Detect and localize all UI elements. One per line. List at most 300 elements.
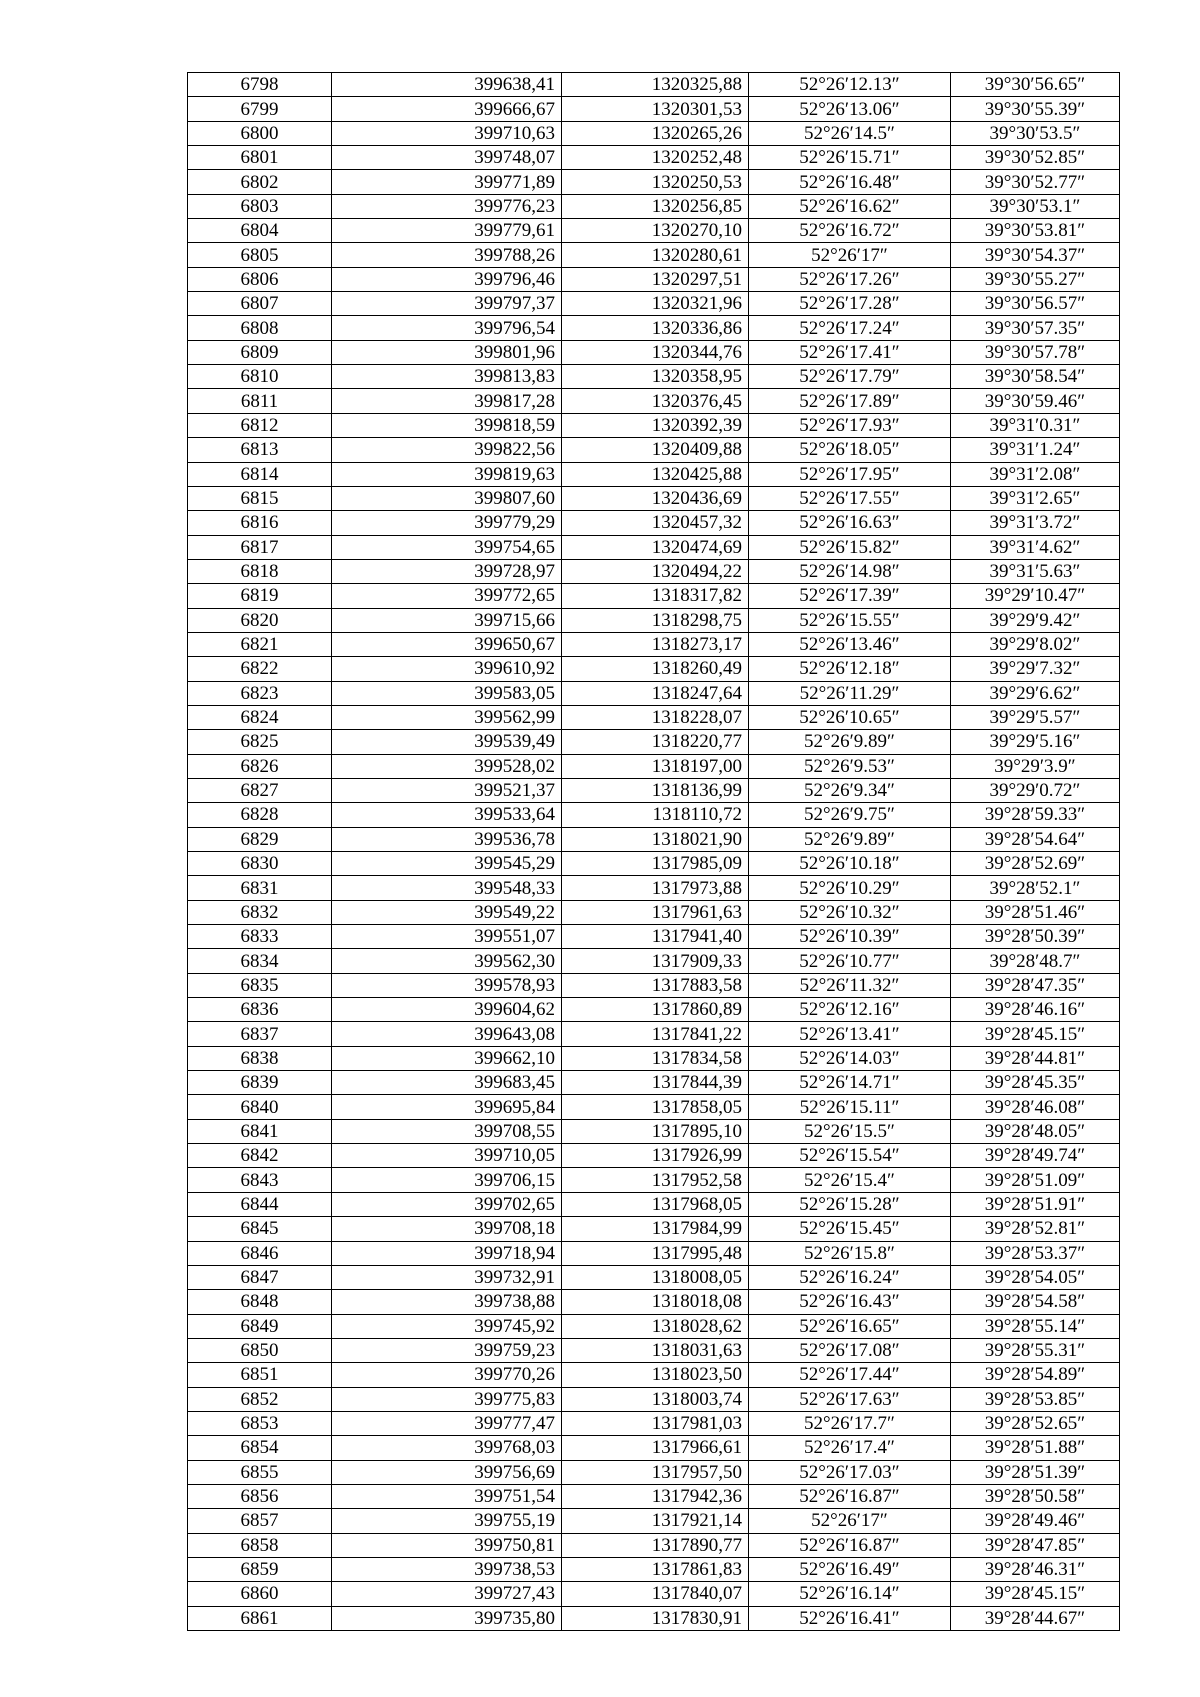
point-number-cell: 6808 xyxy=(188,316,332,340)
y-coordinate-cell: 1318317,82 xyxy=(562,584,749,608)
table-row xyxy=(188,1387,1120,1411)
y-coordinate-cell: 1318003,74 xyxy=(562,1387,749,1411)
y-coordinate-cell: 1317861,83 xyxy=(562,1557,749,1581)
y-coordinate-cell: 1317966,61 xyxy=(562,1436,749,1460)
longitude-cell: 39°28′59.33″ xyxy=(951,803,1120,827)
y-coordinate-cell: 1317961,63 xyxy=(562,900,749,924)
table-row xyxy=(188,681,1120,705)
table-row xyxy=(188,316,1120,340)
point-number-cell: 6801 xyxy=(188,146,332,170)
latitude-cell: 52°26′16.72″ xyxy=(749,219,951,243)
point-number-cell: 6860 xyxy=(188,1582,332,1606)
x-coordinate-cell: 399562,99 xyxy=(332,705,562,729)
point-number-cell: 6861 xyxy=(188,1606,332,1630)
latitude-cell: 52°26′10.39″ xyxy=(749,925,951,949)
coordinates-table-body xyxy=(188,73,1120,1631)
point-number-cell: 6819 xyxy=(188,584,332,608)
point-number-cell: 6855 xyxy=(188,1460,332,1484)
x-coordinate-cell: 399738,53 xyxy=(332,1557,562,1581)
point-number-cell: 6835 xyxy=(188,973,332,997)
point-number-cell: 6854 xyxy=(188,1436,332,1460)
y-coordinate-cell: 1318298,75 xyxy=(562,608,749,632)
latitude-cell: 52°26′17.39″ xyxy=(749,584,951,608)
point-number-cell: 6804 xyxy=(188,219,332,243)
table-row xyxy=(188,486,1120,510)
table-row xyxy=(188,632,1120,656)
point-number-cell: 6827 xyxy=(188,778,332,802)
x-coordinate-cell: 399583,05 xyxy=(332,681,562,705)
table-row xyxy=(188,1144,1120,1168)
x-coordinate-cell: 399772,65 xyxy=(332,584,562,608)
point-number-cell: 6803 xyxy=(188,194,332,218)
y-coordinate-cell: 1317840,07 xyxy=(562,1582,749,1606)
point-number-cell: 6831 xyxy=(188,876,332,900)
longitude-cell: 39°28′54.58″ xyxy=(951,1290,1120,1314)
x-coordinate-cell: 399533,64 xyxy=(332,803,562,827)
y-coordinate-cell: 1320250,53 xyxy=(562,170,749,194)
longitude-cell: 39°29′10.47″ xyxy=(951,584,1120,608)
longitude-cell: 39°28′53.85″ xyxy=(951,1387,1120,1411)
longitude-cell: 39°28′49.46″ xyxy=(951,1509,1120,1533)
table-row xyxy=(188,1557,1120,1581)
latitude-cell: 52°26′17.03″ xyxy=(749,1460,951,1484)
x-coordinate-cell: 399683,45 xyxy=(332,1071,562,1095)
longitude-cell: 39°28′45.15″ xyxy=(951,1022,1120,1046)
x-coordinate-cell: 399796,46 xyxy=(332,267,562,291)
table-row xyxy=(188,803,1120,827)
x-coordinate-cell: 399770,26 xyxy=(332,1363,562,1387)
latitude-cell: 52°26′17.28″ xyxy=(749,292,951,316)
longitude-cell: 39°28′50.39″ xyxy=(951,925,1120,949)
point-number-cell: 6846 xyxy=(188,1241,332,1265)
table-row xyxy=(188,608,1120,632)
table-row xyxy=(188,1484,1120,1508)
table-row xyxy=(188,413,1120,437)
table-row xyxy=(188,827,1120,851)
y-coordinate-cell: 1320494,22 xyxy=(562,559,749,583)
latitude-cell: 52°26′10.18″ xyxy=(749,852,951,876)
y-coordinate-cell: 1317830,91 xyxy=(562,1606,749,1630)
x-coordinate-cell: 399807,60 xyxy=(332,486,562,510)
table-row xyxy=(188,1217,1120,1241)
table-row xyxy=(188,949,1120,973)
y-coordinate-cell: 1320376,45 xyxy=(562,389,749,413)
x-coordinate-cell: 399545,29 xyxy=(332,852,562,876)
latitude-cell: 52°26′17.89″ xyxy=(749,389,951,413)
x-coordinate-cell: 399751,54 xyxy=(332,1484,562,1508)
y-coordinate-cell: 1317926,99 xyxy=(562,1144,749,1168)
latitude-cell: 52°26′17.7″ xyxy=(749,1411,951,1435)
table-row xyxy=(188,1241,1120,1265)
y-coordinate-cell: 1320321,96 xyxy=(562,292,749,316)
table-row xyxy=(188,121,1120,145)
table-row xyxy=(188,900,1120,924)
point-number-cell: 6820 xyxy=(188,608,332,632)
y-coordinate-cell: 1320297,51 xyxy=(562,267,749,291)
point-number-cell: 6845 xyxy=(188,1217,332,1241)
point-number-cell: 6800 xyxy=(188,121,332,145)
point-number-cell: 6840 xyxy=(188,1095,332,1119)
x-coordinate-cell: 399748,07 xyxy=(332,146,562,170)
point-number-cell: 6825 xyxy=(188,730,332,754)
longitude-cell: 39°28′54.89″ xyxy=(951,1363,1120,1387)
latitude-cell: 52°26′15.5″ xyxy=(749,1119,951,1143)
table-row xyxy=(188,1606,1120,1630)
longitude-cell: 39°29′5.57″ xyxy=(951,705,1120,729)
point-number-cell: 6829 xyxy=(188,827,332,851)
x-coordinate-cell: 399638,41 xyxy=(332,73,562,97)
y-coordinate-cell: 1318008,05 xyxy=(562,1265,749,1289)
table-row xyxy=(188,1168,1120,1192)
latitude-cell: 52°26′12.13″ xyxy=(749,73,951,97)
table-row xyxy=(188,219,1120,243)
latitude-cell: 52°26′16.87″ xyxy=(749,1484,951,1508)
table-row xyxy=(188,1071,1120,1095)
table-row xyxy=(188,438,1120,462)
point-number-cell: 6856 xyxy=(188,1484,332,1508)
latitude-cell: 52°26′15.28″ xyxy=(749,1192,951,1216)
latitude-cell: 52°26′14.98″ xyxy=(749,559,951,583)
latitude-cell: 52°26′17.41″ xyxy=(749,340,951,364)
y-coordinate-cell: 1318197,00 xyxy=(562,754,749,778)
latitude-cell: 52°26′17.08″ xyxy=(749,1338,951,1362)
longitude-cell: 39°28′51.91″ xyxy=(951,1192,1120,1216)
x-coordinate-cell: 399528,02 xyxy=(332,754,562,778)
y-coordinate-cell: 1320301,53 xyxy=(562,97,749,121)
longitude-cell: 39°30′59.46″ xyxy=(951,389,1120,413)
table-row xyxy=(188,1265,1120,1289)
longitude-cell: 39°28′47.35″ xyxy=(951,973,1120,997)
longitude-cell: 39°31′0.31″ xyxy=(951,413,1120,437)
y-coordinate-cell: 1318023,50 xyxy=(562,1363,749,1387)
table-row xyxy=(188,389,1120,413)
longitude-cell: 39°30′52.85″ xyxy=(951,146,1120,170)
x-coordinate-cell: 399718,94 xyxy=(332,1241,562,1265)
y-coordinate-cell: 1320425,88 xyxy=(562,462,749,486)
longitude-cell: 39°28′47.85″ xyxy=(951,1533,1120,1557)
point-number-cell: 6822 xyxy=(188,657,332,681)
table-row xyxy=(188,584,1120,608)
x-coordinate-cell: 399562,30 xyxy=(332,949,562,973)
latitude-cell: 52°26′16.43″ xyxy=(749,1290,951,1314)
x-coordinate-cell: 399779,29 xyxy=(332,511,562,535)
longitude-cell: 39°30′57.35″ xyxy=(951,316,1120,340)
longitude-cell: 39°28′51.46″ xyxy=(951,900,1120,924)
longitude-cell: 39°29′6.62″ xyxy=(951,681,1120,705)
longitude-cell: 39°28′52.69″ xyxy=(951,852,1120,876)
longitude-cell: 39°28′52.1″ xyxy=(951,876,1120,900)
longitude-cell: 39°28′46.16″ xyxy=(951,998,1120,1022)
x-coordinate-cell: 399822,56 xyxy=(332,438,562,462)
table-row xyxy=(188,1509,1120,1533)
latitude-cell: 52°26′10.29″ xyxy=(749,876,951,900)
longitude-cell: 39°30′57.78″ xyxy=(951,340,1120,364)
longitude-cell: 39°28′46.08″ xyxy=(951,1095,1120,1119)
point-number-cell: 6798 xyxy=(188,73,332,97)
x-coordinate-cell: 399775,83 xyxy=(332,1387,562,1411)
latitude-cell: 52°26′15.54″ xyxy=(749,1144,951,1168)
table-row xyxy=(188,1363,1120,1387)
longitude-cell: 39°30′58.54″ xyxy=(951,365,1120,389)
longitude-cell: 39°31′2.65″ xyxy=(951,486,1120,510)
point-number-cell: 6814 xyxy=(188,462,332,486)
longitude-cell: 39°31′3.72″ xyxy=(951,511,1120,535)
x-coordinate-cell: 399548,33 xyxy=(332,876,562,900)
y-coordinate-cell: 1320457,32 xyxy=(562,511,749,535)
x-coordinate-cell: 399536,78 xyxy=(332,827,562,851)
point-number-cell: 6813 xyxy=(188,438,332,462)
latitude-cell: 52°26′17″ xyxy=(749,243,951,267)
latitude-cell: 52°26′17.93″ xyxy=(749,413,951,437)
x-coordinate-cell: 399745,92 xyxy=(332,1314,562,1338)
latitude-cell: 52°26′16.65″ xyxy=(749,1314,951,1338)
latitude-cell: 52°26′15.8″ xyxy=(749,1241,951,1265)
table-row xyxy=(188,1119,1120,1143)
point-number-cell: 6841 xyxy=(188,1119,332,1143)
y-coordinate-cell: 1317985,09 xyxy=(562,852,749,876)
point-number-cell: 6833 xyxy=(188,925,332,949)
longitude-cell: 39°30′52.77″ xyxy=(951,170,1120,194)
table-row xyxy=(188,705,1120,729)
latitude-cell: 52°26′17.95″ xyxy=(749,462,951,486)
x-coordinate-cell: 399779,61 xyxy=(332,219,562,243)
y-coordinate-cell: 1320280,61 xyxy=(562,243,749,267)
x-coordinate-cell: 399754,65 xyxy=(332,535,562,559)
point-number-cell: 6850 xyxy=(188,1338,332,1362)
point-number-cell: 6826 xyxy=(188,754,332,778)
y-coordinate-cell: 1317968,05 xyxy=(562,1192,749,1216)
point-number-cell: 6807 xyxy=(188,292,332,316)
table-row xyxy=(188,365,1120,389)
latitude-cell: 52°26′18.05″ xyxy=(749,438,951,462)
x-coordinate-cell: 399643,08 xyxy=(332,1022,562,1046)
y-coordinate-cell: 1320474,69 xyxy=(562,535,749,559)
x-coordinate-cell: 399727,43 xyxy=(332,1582,562,1606)
point-number-cell: 6839 xyxy=(188,1071,332,1095)
y-coordinate-cell: 1318273,17 xyxy=(562,632,749,656)
y-coordinate-cell: 1320392,39 xyxy=(562,413,749,437)
x-coordinate-cell: 399551,07 xyxy=(332,925,562,949)
longitude-cell: 39°28′54.05″ xyxy=(951,1265,1120,1289)
point-number-cell: 6830 xyxy=(188,852,332,876)
y-coordinate-cell: 1320252,48 xyxy=(562,146,749,170)
longitude-cell: 39°29′5.16″ xyxy=(951,730,1120,754)
longitude-cell: 39°28′46.31″ xyxy=(951,1557,1120,1581)
y-coordinate-cell: 1320265,26 xyxy=(562,121,749,145)
table-row xyxy=(188,1533,1120,1557)
y-coordinate-cell: 1320256,85 xyxy=(562,194,749,218)
table-row xyxy=(188,998,1120,1022)
longitude-cell: 39°28′52.81″ xyxy=(951,1217,1120,1241)
latitude-cell: 52°26′10.32″ xyxy=(749,900,951,924)
x-coordinate-cell: 399788,26 xyxy=(332,243,562,267)
y-coordinate-cell: 1317941,40 xyxy=(562,925,749,949)
point-number-cell: 6844 xyxy=(188,1192,332,1216)
point-number-cell: 6809 xyxy=(188,340,332,364)
y-coordinate-cell: 1317841,22 xyxy=(562,1022,749,1046)
x-coordinate-cell: 399796,54 xyxy=(332,316,562,340)
latitude-cell: 52°26′16.14″ xyxy=(749,1582,951,1606)
point-number-cell: 6817 xyxy=(188,535,332,559)
latitude-cell: 52°26′13.46″ xyxy=(749,632,951,656)
table-row xyxy=(188,194,1120,218)
longitude-cell: 39°28′44.81″ xyxy=(951,1046,1120,1070)
y-coordinate-cell: 1318028,62 xyxy=(562,1314,749,1338)
latitude-cell: 52°26′16.49″ xyxy=(749,1557,951,1581)
y-coordinate-cell: 1320436,69 xyxy=(562,486,749,510)
longitude-cell: 39°28′55.14″ xyxy=(951,1314,1120,1338)
point-number-cell: 6848 xyxy=(188,1290,332,1314)
x-coordinate-cell: 399578,93 xyxy=(332,973,562,997)
longitude-cell: 39°31′4.62″ xyxy=(951,535,1120,559)
point-number-cell: 6851 xyxy=(188,1363,332,1387)
point-number-cell: 6811 xyxy=(188,389,332,413)
latitude-cell: 52°26′16.87″ xyxy=(749,1533,951,1557)
y-coordinate-cell: 1318228,07 xyxy=(562,705,749,729)
longitude-cell: 39°28′45.35″ xyxy=(951,1071,1120,1095)
table-row xyxy=(188,1192,1120,1216)
table-row xyxy=(188,1436,1120,1460)
y-coordinate-cell: 1317860,89 xyxy=(562,998,749,1022)
table-row xyxy=(188,1460,1120,1484)
x-coordinate-cell: 399715,66 xyxy=(332,608,562,632)
y-coordinate-cell: 1320344,76 xyxy=(562,340,749,364)
latitude-cell: 52°26′13.06″ xyxy=(749,97,951,121)
y-coordinate-cell: 1320358,95 xyxy=(562,365,749,389)
latitude-cell: 52°26′17″ xyxy=(749,1509,951,1533)
table-row xyxy=(188,170,1120,194)
point-number-cell: 6832 xyxy=(188,900,332,924)
x-coordinate-cell: 399768,03 xyxy=(332,1436,562,1460)
x-coordinate-cell: 399750,81 xyxy=(332,1533,562,1557)
x-coordinate-cell: 399817,28 xyxy=(332,389,562,413)
table-row xyxy=(188,292,1120,316)
x-coordinate-cell: 399706,15 xyxy=(332,1168,562,1192)
longitude-cell: 39°30′55.39″ xyxy=(951,97,1120,121)
latitude-cell: 52°26′16.41″ xyxy=(749,1606,951,1630)
longitude-cell: 39°28′49.74″ xyxy=(951,1144,1120,1168)
y-coordinate-cell: 1318021,90 xyxy=(562,827,749,851)
latitude-cell: 52°26′14.5″ xyxy=(749,121,951,145)
longitude-cell: 39°28′55.31″ xyxy=(951,1338,1120,1362)
point-number-cell: 6812 xyxy=(188,413,332,437)
point-number-cell: 6806 xyxy=(188,267,332,291)
x-coordinate-cell: 399738,88 xyxy=(332,1290,562,1314)
latitude-cell: 52°26′9.89″ xyxy=(749,730,951,754)
x-coordinate-cell: 399771,89 xyxy=(332,170,562,194)
y-coordinate-cell: 1317890,77 xyxy=(562,1533,749,1557)
longitude-cell: 39°28′51.88″ xyxy=(951,1436,1120,1460)
x-coordinate-cell: 399756,69 xyxy=(332,1460,562,1484)
x-coordinate-cell: 399735,80 xyxy=(332,1606,562,1630)
longitude-cell: 39°28′54.64″ xyxy=(951,827,1120,851)
point-number-cell: 6802 xyxy=(188,170,332,194)
table-row xyxy=(188,243,1120,267)
latitude-cell: 52°26′12.18″ xyxy=(749,657,951,681)
longitude-cell: 39°30′53.5″ xyxy=(951,121,1120,145)
y-coordinate-cell: 1317984,99 xyxy=(562,1217,749,1241)
x-coordinate-cell: 399539,49 xyxy=(332,730,562,754)
x-coordinate-cell: 399549,22 xyxy=(332,900,562,924)
x-coordinate-cell: 399818,59 xyxy=(332,413,562,437)
point-number-cell: 6837 xyxy=(188,1022,332,1046)
point-number-cell: 6799 xyxy=(188,97,332,121)
y-coordinate-cell: 1320409,88 xyxy=(562,438,749,462)
coordinates-table xyxy=(187,72,1120,1631)
longitude-cell: 39°28′48.7″ xyxy=(951,949,1120,973)
y-coordinate-cell: 1317921,14 xyxy=(562,1509,749,1533)
point-number-cell: 6818 xyxy=(188,559,332,583)
point-number-cell: 6836 xyxy=(188,998,332,1022)
longitude-cell: 39°28′52.65″ xyxy=(951,1411,1120,1435)
table-row xyxy=(188,730,1120,754)
latitude-cell: 52°26′10.77″ xyxy=(749,949,951,973)
point-number-cell: 6810 xyxy=(188,365,332,389)
x-coordinate-cell: 399666,67 xyxy=(332,97,562,121)
table-row xyxy=(188,1582,1120,1606)
table-row xyxy=(188,1095,1120,1119)
table-row xyxy=(188,462,1120,486)
longitude-cell: 39°28′48.05″ xyxy=(951,1119,1120,1143)
latitude-cell: 52°26′15.55″ xyxy=(749,608,951,632)
latitude-cell: 52°26′9.53″ xyxy=(749,754,951,778)
y-coordinate-cell: 1317952,58 xyxy=(562,1168,749,1192)
table-row xyxy=(188,535,1120,559)
point-number-cell: 6847 xyxy=(188,1265,332,1289)
point-number-cell: 6823 xyxy=(188,681,332,705)
latitude-cell: 52°26′15.11″ xyxy=(749,1095,951,1119)
y-coordinate-cell: 1317957,50 xyxy=(562,1460,749,1484)
table-row xyxy=(188,876,1120,900)
y-coordinate-cell: 1318110,72 xyxy=(562,803,749,827)
table-row xyxy=(188,657,1120,681)
table-row xyxy=(188,778,1120,802)
x-coordinate-cell: 399604,62 xyxy=(332,998,562,1022)
point-number-cell: 6824 xyxy=(188,705,332,729)
point-number-cell: 6857 xyxy=(188,1509,332,1533)
latitude-cell: 52°26′9.75″ xyxy=(749,803,951,827)
x-coordinate-cell: 399777,47 xyxy=(332,1411,562,1435)
y-coordinate-cell: 1318031,63 xyxy=(562,1338,749,1362)
x-coordinate-cell: 399708,18 xyxy=(332,1217,562,1241)
latitude-cell: 52°26′11.29″ xyxy=(749,681,951,705)
x-coordinate-cell: 399610,92 xyxy=(332,657,562,681)
x-coordinate-cell: 399650,67 xyxy=(332,632,562,656)
table-row xyxy=(188,1314,1120,1338)
x-coordinate-cell: 399702,65 xyxy=(332,1192,562,1216)
longitude-cell: 39°29′9.42″ xyxy=(951,608,1120,632)
latitude-cell: 52°26′15.45″ xyxy=(749,1217,951,1241)
latitude-cell: 52°26′10.65″ xyxy=(749,705,951,729)
point-number-cell: 6849 xyxy=(188,1314,332,1338)
y-coordinate-cell: 1320325,88 xyxy=(562,73,749,97)
y-coordinate-cell: 1317834,58 xyxy=(562,1046,749,1070)
latitude-cell: 52°26′14.03″ xyxy=(749,1046,951,1070)
y-coordinate-cell: 1320336,86 xyxy=(562,316,749,340)
longitude-cell: 39°28′53.37″ xyxy=(951,1241,1120,1265)
y-coordinate-cell: 1317844,39 xyxy=(562,1071,749,1095)
point-number-cell: 6805 xyxy=(188,243,332,267)
table-row xyxy=(188,73,1120,97)
longitude-cell: 39°28′50.58″ xyxy=(951,1484,1120,1508)
point-number-cell: 6853 xyxy=(188,1411,332,1435)
y-coordinate-cell: 1318247,64 xyxy=(562,681,749,705)
longitude-cell: 39°31′1.24″ xyxy=(951,438,1120,462)
table-row xyxy=(188,1022,1120,1046)
y-coordinate-cell: 1317909,33 xyxy=(562,949,749,973)
point-number-cell: 6843 xyxy=(188,1168,332,1192)
longitude-cell: 39°29′0.72″ xyxy=(951,778,1120,802)
